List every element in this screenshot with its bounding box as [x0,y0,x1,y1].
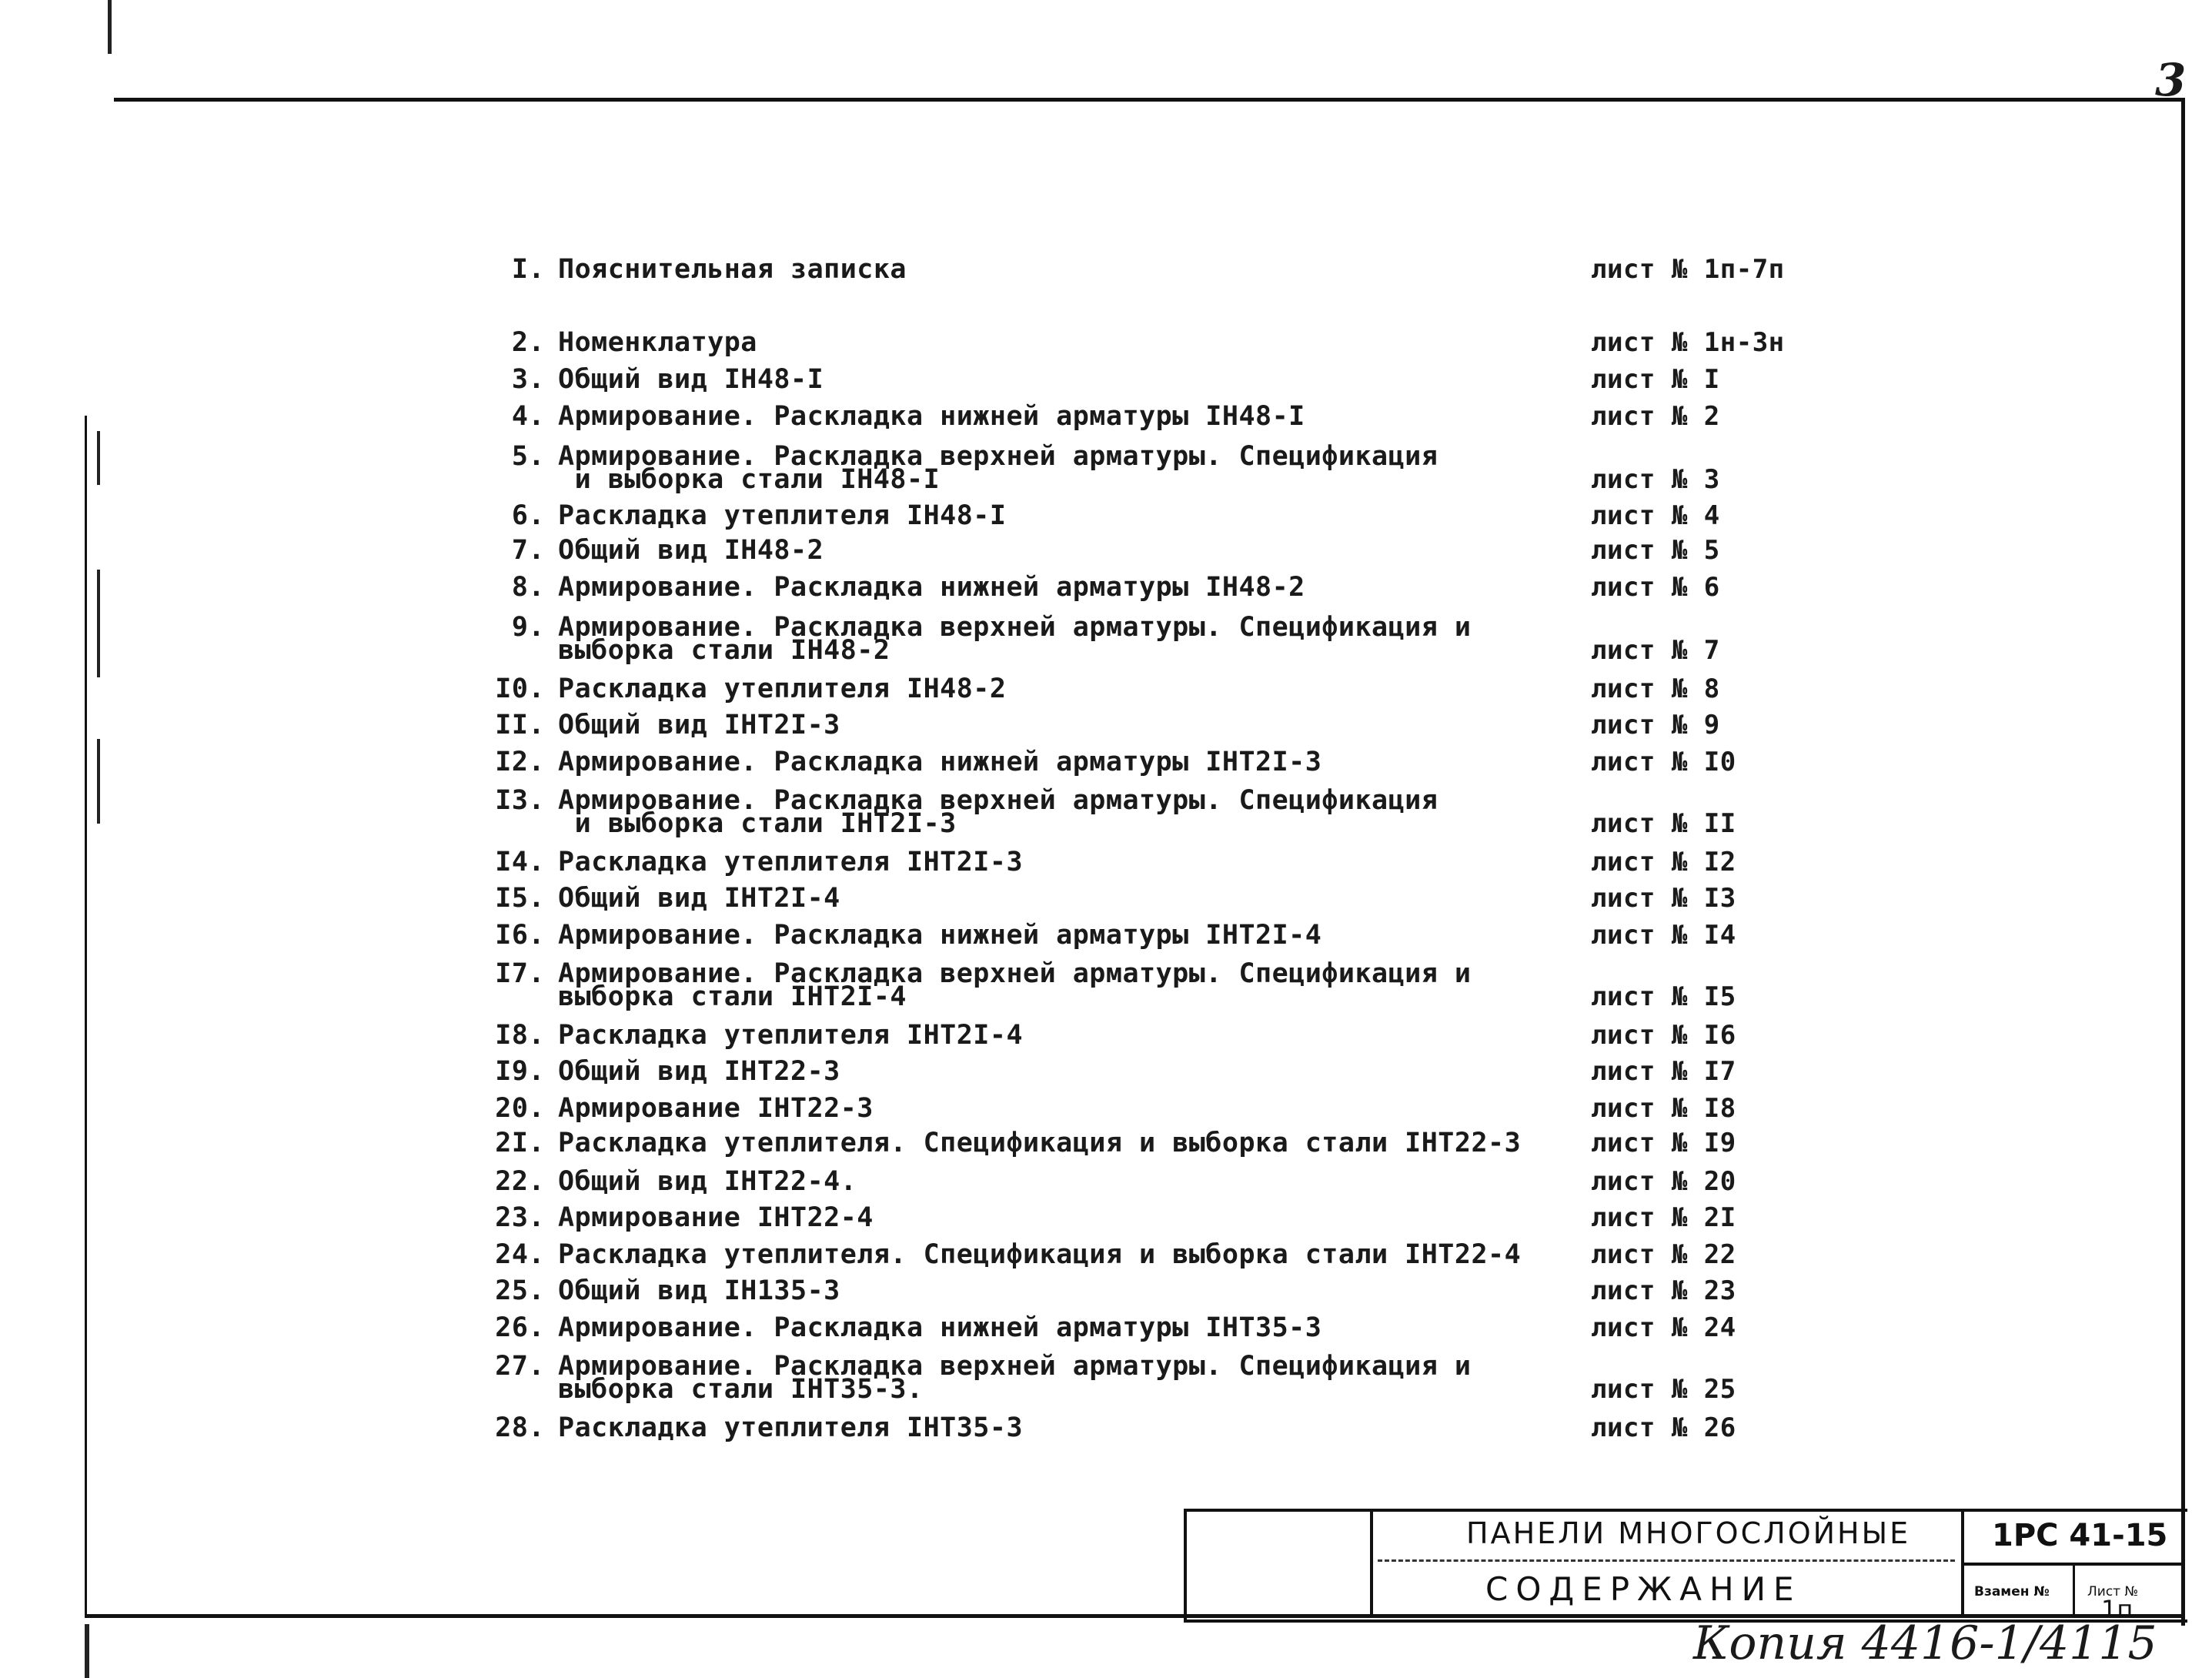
toc-entry-title [558,1412,1559,1443]
toc-entry-sheet: лист № I8 [1591,1093,1736,1124]
toc-entry-title-line: Раскладка утеплителя IHT2I-4 [558,1020,1024,1051]
title-block-divider [1370,1509,1373,1616]
toc-entry-number: 6. [511,500,545,531]
toc-entry-sheet: лист № 6 [1591,572,1720,603]
toc-entry-number: I7. [495,958,545,989]
toc-entry-title-line: выборка стали IH48-2 [558,635,890,666]
toc-entry-number: 7. [511,535,545,566]
margin-mark [85,1624,89,1678]
toc-entry-title-line: выборка стали IHT35-3. [558,1374,924,1405]
toc-entry-sheet: лист № II [1591,808,1736,839]
toc-entry-title-line: Армирование. Раскладка нижней арматуры IHT2I-3 [558,747,1322,777]
toc-entry-sheet: лист № 2 [1591,401,1720,432]
toc-entry-sheet: лист № 2I [1591,1202,1736,1233]
toc-entry-sheet: лист № 20 [1591,1166,1736,1197]
toc-entry-title [558,327,1559,358]
toc-entry-title [558,920,1559,951]
toc-entry-number: 25. [495,1275,545,1306]
toc-entry-title [558,1275,1559,1306]
toc-entry-title-line: Общий вид IHT22-4. [558,1166,857,1197]
toc-entry-title [558,612,1559,666]
toc-entry-number: 4. [511,401,545,432]
toc-entry-sheet: лист № 3 [1591,464,1720,495]
toc-entry-title [558,1093,1559,1124]
toc-entry-sheet: лист № I3 [1591,883,1736,914]
toc-entry-number: 9. [511,612,545,643]
toc-entry-number: I4. [495,847,545,877]
toc-entry-number: I8. [495,1020,545,1051]
toc-entry-number: 24. [495,1239,545,1270]
toc-entry-title [558,441,1559,495]
toc-entry-number: 22. [495,1166,545,1197]
toc-entry-number: I5. [495,883,545,914]
toc-entry-title [558,1202,1559,1233]
toc-entry-number: 27. [495,1351,545,1382]
toc-entry-number: 28. [495,1412,545,1443]
toc-entry-number: II. [495,710,545,740]
toc-entry-number: I9. [495,1056,545,1087]
toc-entry-title [558,674,1559,704]
toc-entry-number: 2I. [495,1128,545,1158]
toc-entry-title-line: Пояснительная записка [558,254,907,285]
toc-entry-title-line: Армирование. Раскладка верхней арматуры. Спецификация [558,441,1438,472]
toc-entry-title-line: Раскладка утеплителя IHT2I-3 [558,847,1024,877]
title-block-dashed-line [1378,1559,1955,1562]
toc-entry-title-line: Раскладка утеплителя IHT35-3 [558,1412,1024,1443]
toc-entry-title-line: и выборка стали IH48-I [558,464,941,495]
toc-entry-sheet: лист № 22 [1591,1239,1736,1270]
toc-entry-sheet: лист № I4 [1591,920,1736,951]
toc-entry-title [558,785,1559,839]
toc-entry-number: I2. [495,747,545,777]
toc-entry-sheet: лист № 5 [1591,535,1720,566]
toc-entry-title-line: Армирование. Раскладка верхней арматуры. Спецификация и [558,958,1472,989]
toc-entry-sheet: лист № 26 [1591,1412,1736,1443]
toc-entry-number: 8. [511,572,545,603]
toc-entry-number: I. [511,254,545,285]
toc-entry-sheet: лист № 25 [1591,1374,1736,1405]
toc-entry-sheet: лист № 9 [1591,710,1720,740]
toc-entry-title-line: Армирование. Раскладка нижней арматуры IH48-2 [558,572,1305,603]
toc-entry-title [558,710,1559,740]
toc-entry-title-line: Общий вид IH48-2 [558,535,824,566]
toc-entry-title [558,1351,1559,1405]
toc-entry-title [558,1312,1559,1343]
toc-entry-number: 20. [495,1093,545,1124]
toc-entry-number: 3. [511,364,545,395]
toc-entry-title [558,535,1559,566]
toc-entry-sheet: лист № 24 [1591,1312,1736,1343]
title-block-divider [2073,1563,2075,1616]
toc-entry-title-line: Общий вид IH135-3 [558,1275,840,1306]
toc-entry-number: I0. [495,674,545,704]
toc-entry-title [558,883,1559,914]
toc-entry-title-line: Армирование. Раскладка нижней арматуры IHT2I-4 [558,920,1322,951]
toc-entry-number: 23. [495,1202,545,1233]
toc-entry-title-line: Раскладка утеплителя. Спецификация и выборка стали IHT22-3 [558,1128,1522,1158]
toc-entry-title [558,1056,1559,1087]
sheet-number-value: 1п [2101,1595,2133,1624]
toc-entry-number: I6. [495,920,545,951]
toc-entry-title-line: Общий вид IH48-I [558,364,824,395]
toc-entry-sheet: лист № 4 [1591,500,1720,531]
project-name: ПАНЕЛИ МНОГОСЛОЙНЫЕ [1466,1516,1911,1550]
toc-entry-title [558,1020,1559,1051]
toc-entry-title [558,958,1559,1012]
toc-entry-title [558,500,1559,531]
toc-entry-title-line: Армирование. Раскладка нижней арматуры IH48-I [558,401,1305,432]
sheet-title: СОДЕРЖАНИЕ [1485,1570,1802,1608]
toc-entry-sheet: лист № I9 [1591,1128,1736,1158]
toc-entry-title [558,572,1559,603]
toc-entry-sheet: лист № I5 [1591,981,1736,1012]
toc-entry-title [558,1166,1559,1197]
toc-entry-title [558,747,1559,777]
toc-entry-number: 2. [511,327,545,358]
toc-entry-title-line: Раскладка утеплителя IH48-2 [558,674,1007,704]
toc-entry-title-line: Армирование IHT22-3 [558,1093,874,1124]
sheet-label: Лист № [2087,1584,2139,1599]
toc-entry-title [558,401,1559,432]
toc-entry-title [558,1128,1559,1158]
toc-entry-title-line: Раскладка утеплителя IH48-I [558,500,1007,531]
toc-entry-title-line: Общий вид IHT22-3 [558,1056,840,1087]
toc-entry-title-line: Раскладка утеплителя. Спецификация и выборка стали IHT22-4 [558,1239,1522,1270]
toc-entry-sheet: лист № 1н-3н [1591,327,1785,358]
toc-entry-title-line: выборка стали IHT2I-4 [558,981,907,1012]
copy-signature: Копия 4416-1/4115 [1693,1616,2157,1670]
toc-entry-title-line: Армирование. Раскладка верхней арматуры. Спецификация и [558,1351,1472,1382]
toc-entry-title-line: Армирование. Раскладка нижней арматуры IHT35-3 [558,1312,1322,1343]
replaced-label: Взамен № [1974,1584,2050,1599]
toc-entry-title-line: Общий вид IHT2I-4 [558,883,840,914]
toc-entry-title-line: Армирование IHT22-4 [558,1202,874,1233]
toc-entry-title [558,847,1559,877]
toc-entry-number: 5. [511,441,545,472]
toc-entry-sheet: лист № I0 [1591,747,1736,777]
toc-entry-sheet: лист № 8 [1591,674,1720,704]
toc-entry-sheet: лист № 1п-7п [1591,254,1785,285]
toc-entry-sheet: лист № I6 [1591,1020,1736,1051]
toc-entry-title-line: и выборка стали IHT2I-3 [558,808,957,839]
toc-entry-title-line: Армирование. Раскладка верхней арматуры. Спецификация [558,785,1438,816]
toc-entry-sheet: лист № 23 [1591,1275,1736,1306]
toc-entry-title-line: Номенклатура [558,327,757,358]
toc-entry-sheet: лист № I7 [1591,1056,1736,1087]
toc-entry-number: 26. [495,1312,545,1343]
toc-entry-number: I3. [495,785,545,816]
toc-entry-title [558,364,1559,395]
toc-entry-sheet: лист № I2 [1591,847,1736,877]
toc-entry-title [558,254,1559,285]
page-number: 3 [2155,54,2187,106]
toc-entry-title [558,1239,1559,1270]
toc-entry-sheet: лист № I [1591,364,1720,395]
toc-entry-title-line: Армирование. Раскладка верхней арматуры. Спецификация и [558,612,1472,643]
toc-entry-title-line: Общий вид IHT2I-3 [558,710,840,740]
series-code: 1РС 41-15 [1992,1518,2168,1553]
toc-entry-sheet: лист № 7 [1591,635,1720,666]
